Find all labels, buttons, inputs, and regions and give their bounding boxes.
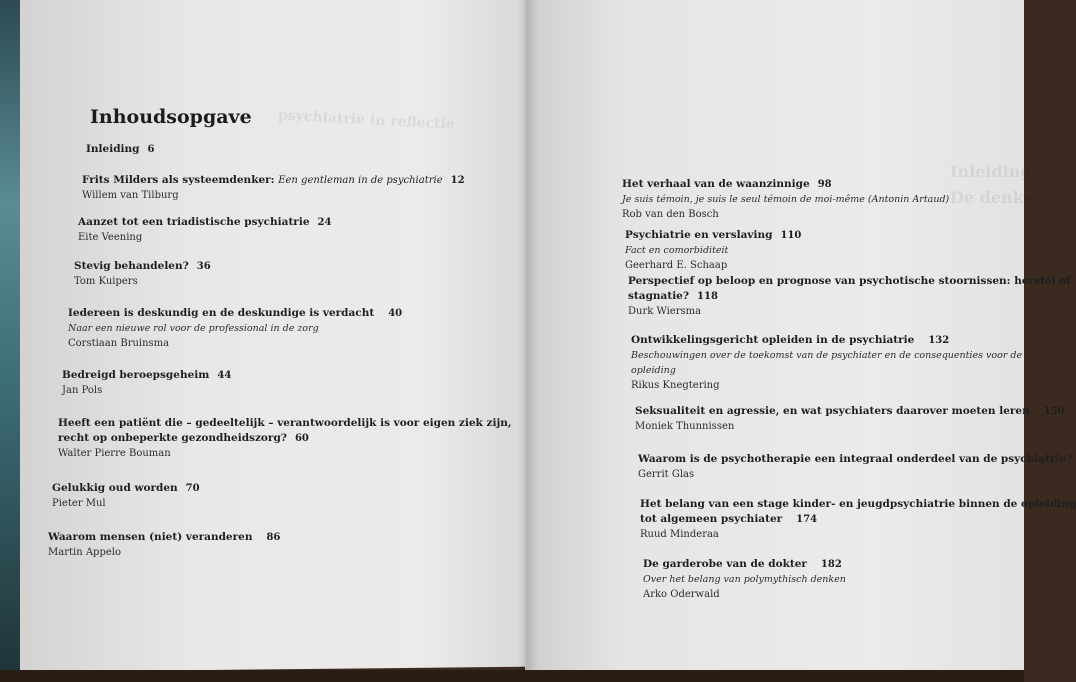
- entry-author: Martin Appelo: [48, 547, 121, 558]
- entry-author: Corstiaan Bruinsma: [68, 338, 170, 349]
- entry-title-line: Perspectief op beloop en prognose van psychotische stoornissen: herstel of: [628, 275, 1071, 287]
- entry-author: Arko Oderwald: [643, 589, 720, 600]
- entry-title: recht op onbeperkte gezondheidszorg? 60: [58, 432, 309, 444]
- page-number: 150: [1043, 406, 1065, 417]
- entry-author: Jan Pols: [62, 385, 103, 396]
- entry-author: Rob van den Bosch: [622, 209, 719, 220]
- entry-subtitle: Beschouwingen over de toekomst van de psychiater en de consequenties voor de: [631, 350, 1023, 361]
- entry-subtitle: Je suis témoin, je suis le seul témoin de moi-même (Antonin Artaud): [622, 194, 950, 205]
- entry-title: Ontwikkelingsgericht opleiden in de psychiatrie 132: [631, 334, 950, 346]
- entry-title: Waarom is de psychotherapie een integraal onderdeel van de psychiatrie?: [638, 453, 1073, 465]
- toc-entry: [58, 416, 512, 461]
- entry-title: Waarom mensen (niet) veranderen 86: [48, 531, 281, 543]
- toc-entry: [635, 404, 1065, 434]
- page-title: Inhoudsopgave: [90, 106, 252, 128]
- page-number: 40: [388, 308, 403, 319]
- show-through-text: Inleiding: [950, 162, 1032, 181]
- page-number: 60: [294, 433, 309, 444]
- table-surface: [0, 670, 1024, 682]
- toc-entry: [68, 306, 402, 351]
- toc-entry: [631, 333, 1022, 393]
- toc-entry: [86, 142, 154, 157]
- toc-entry: [643, 557, 846, 602]
- entry-author: Geerhard E. Schaap: [625, 260, 728, 271]
- toc-entry: [640, 497, 1076, 542]
- page-number: 70: [185, 483, 200, 494]
- entry-title-line: Heeft een patiënt die – gedeeltelijk – verantwoordelijk is voor eigen ziek zijn,: [58, 417, 512, 429]
- show-through-text: De denkw: [950, 188, 1038, 207]
- entry-title: De garderobe van de dokter 182: [643, 558, 842, 570]
- toc-entry: [625, 228, 801, 273]
- page-number: 44: [217, 370, 232, 381]
- show-through-text: psychiatrie in reflectie: [277, 107, 456, 133]
- toc-entry: [74, 259, 211, 289]
- page-number: 118: [697, 291, 718, 302]
- entry-subtitle: Naar een nieuwe rol voor de professional in de zorg: [68, 323, 319, 334]
- entry-title: Stevig behandelen? 36: [74, 260, 211, 272]
- toc-entry: [638, 452, 1072, 482]
- entry-title: Seksualiteit en agressie, en wat psychiaters daarover moeten leren 150: [635, 405, 1065, 417]
- entry-title: Psychiatrie en verslaving 110: [625, 229, 802, 241]
- entry-author: Rikus Knegtering: [631, 380, 720, 391]
- entry-title: Inleiding 6: [86, 143, 155, 155]
- entry-title-line: Het belang van een stage kinder- en jeugdpsychiatrie binnen de opleiding: [640, 498, 1076, 510]
- entry-subtitle: Fact en comorbiditeit: [625, 245, 729, 256]
- page-number: 86: [266, 532, 281, 543]
- toc-entry: [52, 481, 200, 511]
- toc-entry: [622, 177, 949, 222]
- page-number: 98: [817, 179, 832, 190]
- page-number: 174: [796, 514, 818, 525]
- entry-title: Gelukkig oud worden 70: [52, 482, 200, 494]
- entry-author: Gerrit Glas: [638, 469, 695, 480]
- page-number: 36: [196, 261, 211, 272]
- page-number: 12: [450, 175, 465, 186]
- entry-title: Frits Milders als systeemdenker: Een gentleman in de psychiatrie 12: [82, 174, 465, 186]
- entry-author: Moniek Thunnissen: [635, 421, 735, 432]
- toc-entry: [82, 173, 465, 203]
- entry-author: Eite Veening: [78, 232, 143, 243]
- book-gutter: [518, 0, 538, 682]
- toc-entry: [62, 368, 231, 398]
- entry-subtitle-line: opleiding: [631, 365, 676, 376]
- page-number: 132: [928, 335, 950, 346]
- entry-author: Ruud Minderaa: [640, 529, 719, 540]
- page-number: 24: [317, 217, 332, 228]
- entry-title: Bedreigd beroepsgeheim 44: [62, 369, 232, 381]
- page-number: 6: [147, 144, 155, 155]
- page-number: 182: [820, 559, 842, 570]
- entry-title: Het verhaal van de waanzinnige 98: [622, 178, 832, 190]
- toc-entry: [78, 215, 331, 245]
- entry-title: stagnatie? 118: [628, 290, 718, 302]
- entry-author: Willem van Tilburg: [82, 190, 179, 201]
- entry-title: Iedereen is deskundig en de deskundige is verdacht 40: [68, 307, 403, 319]
- entry-title: Aanzet tot een triadistische psychiatrie 24: [78, 216, 332, 228]
- entry-subtitle: Over het belang van polymythisch denken: [643, 574, 846, 585]
- toc-entry: [48, 530, 280, 560]
- entry-author: Tom Kuipers: [74, 276, 138, 287]
- entry-author: Pieter Mul: [52, 498, 106, 509]
- toc-entry: [628, 274, 1071, 319]
- entry-title: tot algemeen psychiater 174: [640, 513, 818, 525]
- entry-author: Walter Pierre Bouman: [58, 448, 171, 459]
- entry-author: Durk Wiersma: [628, 306, 702, 317]
- page-number: 110: [780, 230, 802, 241]
